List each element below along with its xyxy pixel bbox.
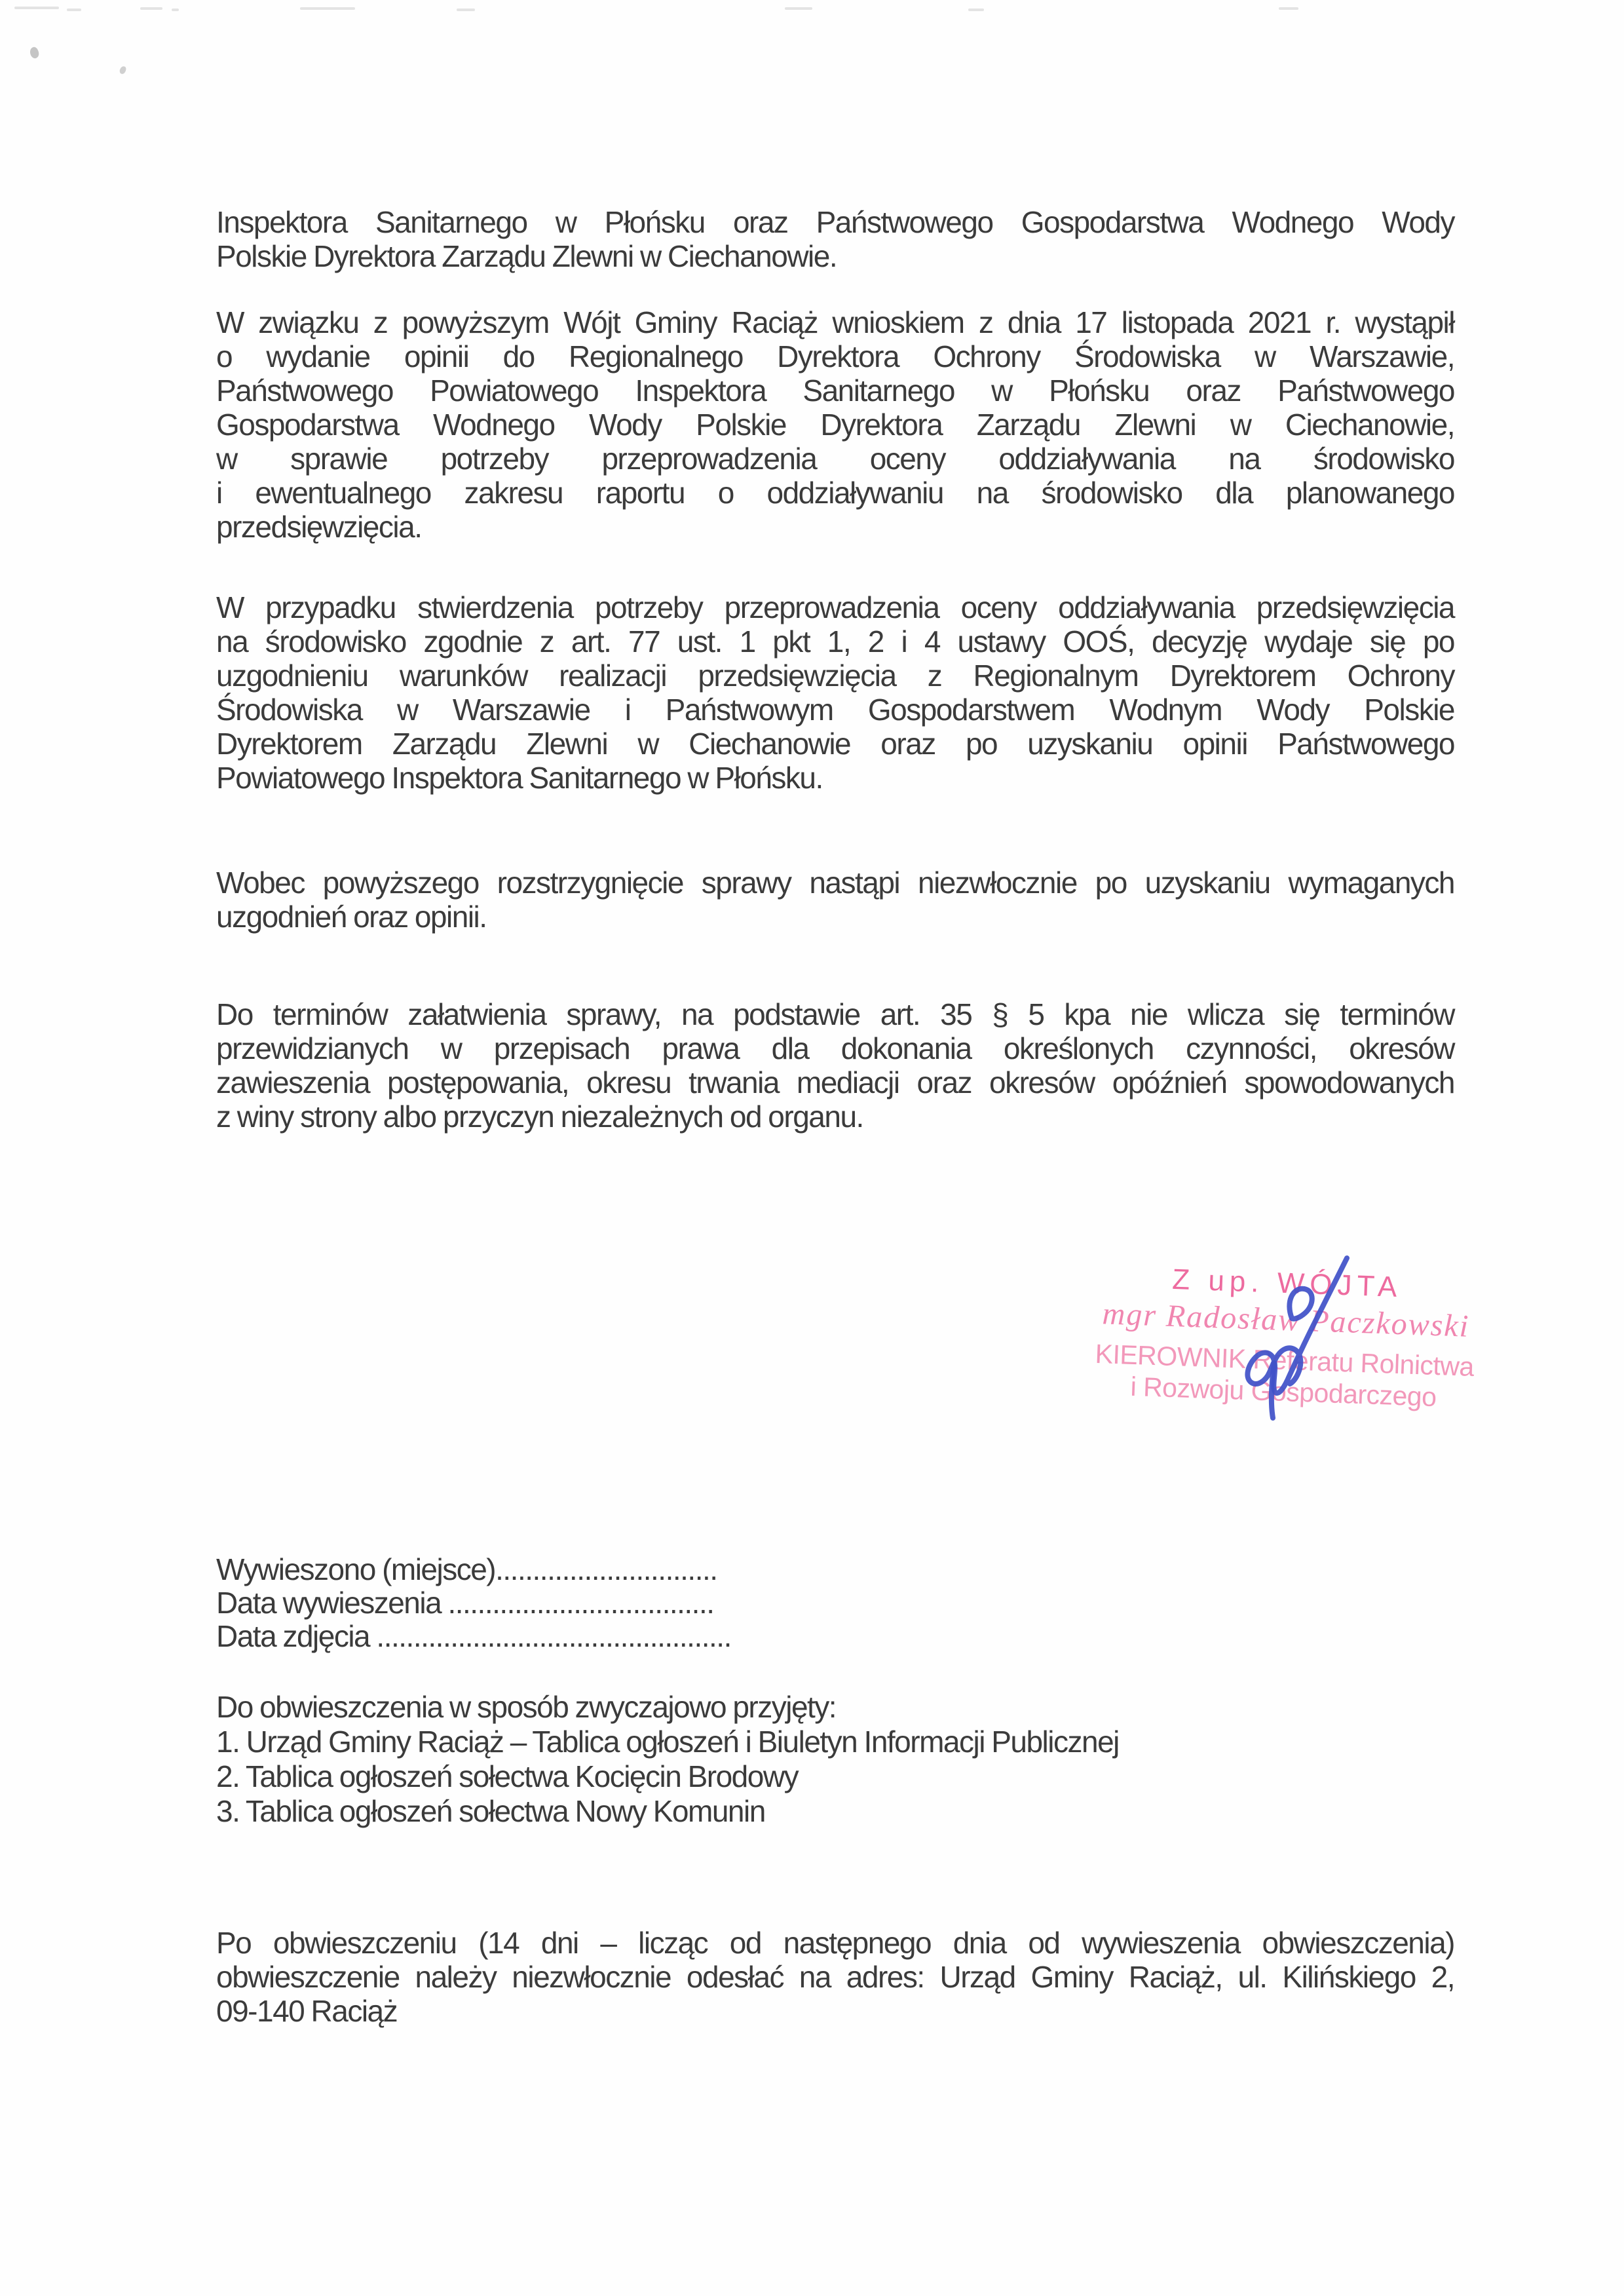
paragraph-assessment-conditions — [216, 590, 1454, 795]
text-line: Po obwieszczeniu (14 dni – licząc od następnego dnia od wywieszenia obwieszczenia) — [216, 1926, 1454, 1960]
text-line: Wywieszono (miejsce).............................. — [216, 1552, 717, 1586]
scan-artifact — [172, 9, 179, 11]
text-line: Wobec powyższego rozstrzygnięcie sprawy nastąpi niezwłocznie po uzyskaniu wymaganych — [216, 866, 1454, 900]
text-line: 09-140 Raciąż — [216, 1994, 398, 2028]
text-line: i ewentualnego zakresu raportu o oddziaływaniu na środowisko dla planowanego — [216, 476, 1454, 510]
scan-artifact — [14, 7, 59, 9]
text-line: zawieszenia postępowania, okresu trwania mediacji oraz okresów opóźnień spowodowanych — [216, 1065, 1454, 1100]
scan-artifact — [1279, 7, 1298, 10]
text-line: Polskie Dyrektora Zarządu Zlewni w Ciechanowie. — [216, 239, 837, 273]
text-line: Do obwieszczenia w sposób zwyczajowo przyjęty: — [216, 1690, 837, 1724]
text-line: Data zdjęcia ................................................ — [216, 1619, 731, 1653]
posting-date-fields — [216, 1553, 1454, 1653]
text-line: przewidzianych w przepisach prawa dla dokonania określonych czynności, okresów — [216, 1031, 1454, 1065]
paragraph-request-for-opinions — [216, 305, 1454, 544]
paragraph-deadlines — [216, 997, 1454, 1134]
text-line: Inspektora Sanitarnego w Płońsku oraz Państwowego Gospodarstwa Wodnego Wody — [216, 205, 1454, 239]
scan-artifact — [67, 9, 81, 11]
handwritten-signature — [1211, 1254, 1357, 1421]
scan-speck — [119, 66, 127, 75]
text-line: Gospodarstwa Wodnego Wody Polskie Dyrektora Zarządu Zlewni w Ciechanowie, — [216, 408, 1454, 442]
text-line: uzgodnień oraz opinii. — [216, 900, 487, 934]
text-line: Data wywieszenia .................................... — [216, 1586, 714, 1620]
text-line: o wydanie opinii do Regionalnego Dyrektora Ochrony Środowiska w Warszawie, — [216, 339, 1454, 373]
text-line: z winy strony albo przyczyn niezależnych od organu. — [216, 1100, 863, 1134]
scan-artifact — [300, 7, 355, 10]
text-line: obwieszczenie należy niezwłocznie odesłać na adres: Urząd Gminy Raciąż, ul. Kilińskiego 2, — [216, 1960, 1454, 1994]
paragraph-resolution-notice — [216, 866, 1454, 934]
text-line: W związku z powyższym Wójt Gminy Raciąż wnioskiem z dnia 17 listopada 2021 r. wystąpił — [216, 305, 1454, 339]
scan-artifact — [457, 9, 475, 11]
text-line: uzgodnieniu warunków realizacji przedsięwzięcia z Regionalnym Dyrektorem Ochrony — [216, 659, 1454, 693]
stamp-title-line-1: KIEROWNIK Referatu Rolnictwa — [1094, 1338, 1475, 1383]
paragraph-addressees — [216, 205, 1454, 273]
paragraph-return-instructions — [216, 1926, 1454, 2028]
text-line: w sprawie potrzeby przeprowadzenia oceny oddziaływania na środowisko — [216, 442, 1454, 476]
announcement-methods-list — [216, 1690, 1454, 1829]
text-line: W przypadku stwierdzenia potrzeby przeprowadzenia oceny oddziaływania przedsięwzięcia — [216, 590, 1454, 624]
scan-speck — [28, 46, 41, 60]
text-line: Państwowego Powiatowego Inspektora Sanitarnego w Płońsku oraz Państwowego — [216, 373, 1454, 408]
text-line: Powiatowego Inspektora Sanitarnego w Płońsku. — [216, 761, 823, 795]
text-line: 2. Tablica ogłoszeń sołectwa Kocięcin Brodowy — [216, 1759, 799, 1793]
text-line: na środowisko zgodnie z art. 77 ust. 1 pkt 1, 2 i 4 ustawy OOŚ, decyzję wydaje się po — [216, 624, 1454, 659]
text-line: Do terminów załatwienia sprawy, na podstawie art. 35 § 5 kpa nie wlicza się terminów — [216, 997, 1454, 1031]
scan-artifact — [968, 9, 984, 11]
scan-artifact — [140, 7, 162, 10]
stamp-title-line-2: i Rozwoju Gospodarczego — [1129, 1371, 1437, 1413]
text-line: przedsięwzięcia. — [216, 510, 422, 544]
text-line: 3. Tablica ogłoszeń sołectwa Nowy Komunin — [216, 1794, 765, 1828]
text-line: 1. Urząd Gminy Raciąż – Tablica ogłoszeń i Biuletyn Informacji Publicznej — [216, 1725, 1119, 1759]
stamp-signer-name: mgr Radosław Paczkowski — [1101, 1296, 1470, 1344]
text-line: Dyrektorem Zarządu Zlewni w Ciechanowie oraz po uzyskaniu opinii Państwowego — [216, 727, 1454, 761]
stamp-authorization-line: Z up. WÓJTA — [1171, 1263, 1403, 1304]
text-line: Środowiska w Warszawie i Państwowym Gospodarstwem Wodnym Wody Polskie — [216, 693, 1454, 727]
scan-artifact — [785, 7, 812, 10]
